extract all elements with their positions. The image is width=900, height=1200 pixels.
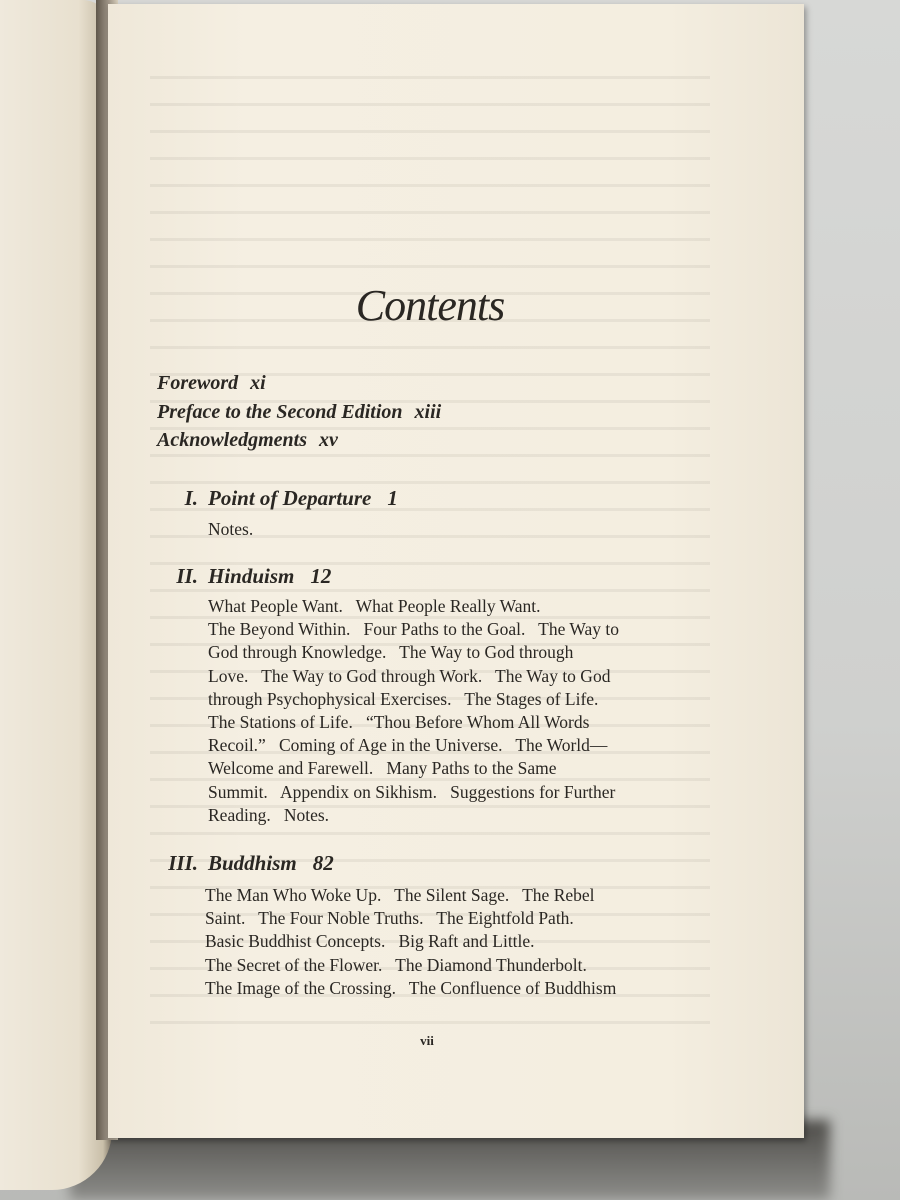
section-line: through Psychophysical Exercises. The Stages of Life. bbox=[208, 688, 599, 709]
chapter-page: 1 bbox=[387, 486, 398, 510]
chapter-sections bbox=[208, 595, 718, 827]
chapter-numeral: I. bbox=[184, 486, 198, 510]
section-line: What People Want. What People Really Want. bbox=[208, 596, 541, 616]
chapter-sections bbox=[205, 884, 715, 1000]
section-line: The Man Who Woke Up. The Silent Sage. The Rebel bbox=[205, 885, 595, 905]
front-matter-label: Foreword bbox=[157, 372, 239, 394]
section-line: The Beyond Within. Four Paths to the Goal. The Way to bbox=[208, 619, 620, 640]
page-number: vii bbox=[420, 1033, 434, 1048]
chapter-heading bbox=[160, 564, 331, 589]
front-matter-entry bbox=[157, 401, 441, 424]
section-line: The Image of the Crossing. The Confluence of Buddhism bbox=[205, 977, 617, 998]
section-line: Basic Buddhist Concepts. Big Raft and Little. bbox=[205, 931, 535, 952]
section-line: God through Knowledge. The Way to God through bbox=[208, 642, 574, 663]
front-matter-page: xiii bbox=[414, 401, 442, 423]
chapter-numeral: III. bbox=[168, 851, 198, 875]
chapter-name: Buddhism bbox=[208, 851, 297, 875]
front-matter-entry bbox=[157, 429, 338, 452]
section-line: Recoil.” Coming of Age in the Universe. The World— bbox=[208, 735, 608, 756]
section-line: The Stations of Life. “Thou Before Whom All Words bbox=[208, 712, 590, 733]
front-matter-page: xi bbox=[250, 372, 266, 394]
chapter-name: Hinduism bbox=[208, 564, 295, 588]
page-title: Contents bbox=[355, 281, 505, 330]
section-line: The Secret of the Flower. The Diamond Thunderbolt. bbox=[205, 954, 587, 975]
front-matter-label: Acknowledgments bbox=[157, 429, 308, 451]
chapter-sections bbox=[208, 518, 718, 541]
section-line: Welcome and Farewell. Many Paths to the Same bbox=[208, 758, 557, 779]
front-matter-label: Preface to the Second Edition bbox=[157, 401, 403, 423]
chapter-heading bbox=[160, 851, 334, 876]
chapter-name: Point of Departure bbox=[208, 486, 372, 510]
chapter-numeral: II. bbox=[176, 564, 198, 588]
front-matter-entry bbox=[157, 372, 266, 395]
chapter-heading bbox=[160, 486, 398, 511]
section-line: Love. The Way to God through Work. The Way to God bbox=[208, 665, 611, 686]
section-line: Summit. Appendix on Sikhism. Suggestions for Further bbox=[208, 781, 616, 802]
chapter-page: 82 bbox=[312, 851, 334, 875]
front-matter-page: xv bbox=[319, 429, 338, 451]
section-line: Saint. The Four Noble Truths. The Eightfold Path. bbox=[205, 908, 574, 929]
chapter-page: 12 bbox=[310, 564, 332, 588]
section-line: Reading. Notes. bbox=[208, 804, 330, 825]
section-line: Notes. bbox=[208, 519, 254, 539]
